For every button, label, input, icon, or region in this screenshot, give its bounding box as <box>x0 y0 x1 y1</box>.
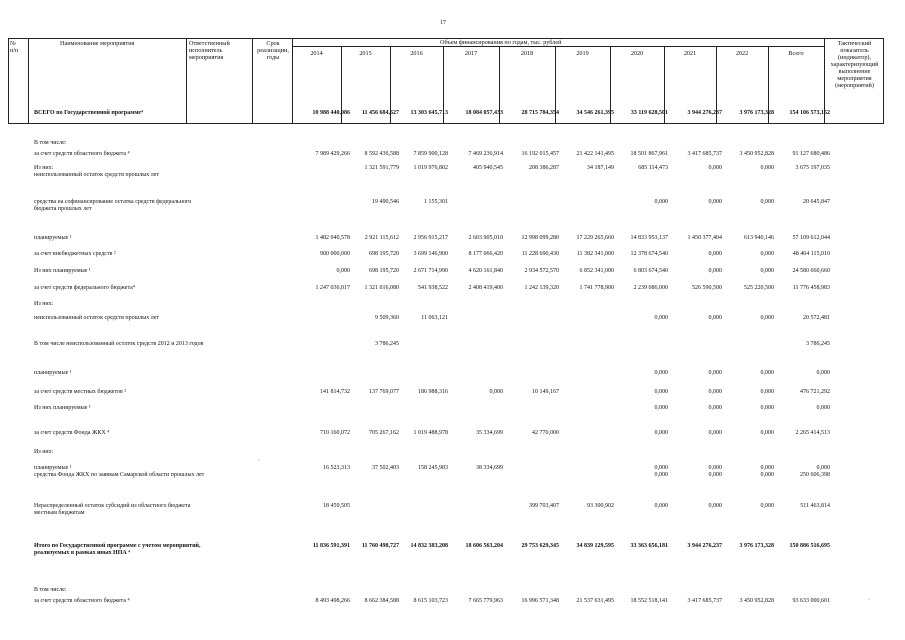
row-label: ВСЕГО по Государственной программе⁴ <box>34 110 143 116</box>
row-value: 0,000 <box>760 315 774 321</box>
row-value: 0,000 <box>760 430 774 436</box>
row-value: 16 996 571,348 <box>521 598 559 604</box>
row-value: 1 482 040,578 <box>315 235 350 241</box>
row-value: 3 417 685,737 <box>687 151 722 157</box>
row-value: 0,000 <box>708 315 722 321</box>
row-value: 1 242 139,320 <box>524 285 559 291</box>
row-value: 8 177 066,420 <box>468 251 503 257</box>
row-value: 0,000 <box>816 370 830 376</box>
row-label: В том числе: <box>34 140 67 146</box>
row-value: 0,000 <box>760 199 774 205</box>
row-value: 11 760 498,727 <box>361 543 399 549</box>
row-value: 18 501 867,961 <box>630 151 668 157</box>
row-value: 0,000 <box>760 405 774 411</box>
row-value: 158 245,983 <box>418 465 448 471</box>
row-value: 93 633 000,601 <box>792 598 830 604</box>
row-label: Итого по Государственной программе с учетом мероприятий, реализуемых в рамках иных НПА ⁴ <box>34 543 201 556</box>
row-value: 34 187,149 <box>587 165 614 171</box>
row-label: В том числе неиспользованный остаток средств 2012 и 2013 годов <box>34 341 204 347</box>
row-label: Из них: неиспользованный остаток средств прошлых лет <box>34 165 160 178</box>
row-value: 2 603 905,010 <box>468 235 503 241</box>
row-value: 1 019 976,802 <box>413 165 448 171</box>
row-label: за счет средств Фонда ЖКХ ⁴ <box>34 430 110 436</box>
row-value: 399 703,407 <box>529 503 559 509</box>
row-value: 0,000 <box>708 251 722 257</box>
row-value: 526 590,500 <box>692 285 722 291</box>
page-number: 17 <box>440 20 446 26</box>
row-value: 3 944 276,237 <box>687 110 722 116</box>
row-value: 0,000 <box>654 405 668 411</box>
row-value: 37 502,403 <box>372 465 399 471</box>
row-value: 3 944 276,237 <box>687 543 722 549</box>
row-value: 12 378 674,540 <box>630 251 668 257</box>
row-value: 16 523,313 <box>323 465 350 471</box>
row-value: 0,000 <box>708 503 722 509</box>
row-value: 12 998 099,280 <box>521 235 559 241</box>
row-value: 1 247 036,017 <box>315 285 350 291</box>
header-year: 2020 <box>630 50 644 57</box>
row-value: 18 084 057,433 <box>465 110 503 116</box>
row-value: 0,000 <box>654 389 668 395</box>
row-value: 16 192 015,457 <box>521 151 559 157</box>
row-value: 0,000 0,000 <box>708 465 722 478</box>
row-value: 0,000 <box>708 268 722 274</box>
row-value: 3 675 197,035 <box>795 165 830 171</box>
row-value: 11 776 458,983 <box>792 285 830 291</box>
row-value: 0,000 <box>760 251 774 257</box>
row-value: 1 450 377,404 <box>687 235 722 241</box>
row-value: 35 334,699 <box>476 430 503 436</box>
row-value: 8 662 384,588 <box>364 598 399 604</box>
row-value: 18 552 518,141 <box>630 598 668 604</box>
row-value: 3 699 146,900 <box>413 251 448 257</box>
table-row <box>34 503 834 523</box>
row-label: В том числе: <box>34 587 67 593</box>
row-label: планируемые ¹ <box>34 370 72 376</box>
row-label: средства на софинансирование остатка средств федерального бюджета прошлых лет <box>34 199 192 212</box>
row-value: 11 382 341,000 <box>576 251 614 257</box>
row-value: 34 839 129,595 <box>576 543 614 549</box>
row-value: 21 422 141,495 <box>576 151 614 157</box>
row-value: 900 000,000 <box>320 251 350 257</box>
row-label: Из них планируемые ¹ <box>34 268 91 274</box>
row-value: 3 450 952,828 <box>739 598 774 604</box>
row-value: 0,000 <box>654 370 668 376</box>
header-number: № п/п <box>10 40 19 54</box>
header-indicator: Тактический показатель (индикатор), характеризующий выполнение мероприятия (мероприятий) <box>830 40 879 89</box>
row-value: 14 833 953,137 <box>630 235 668 241</box>
table-row <box>34 251 834 258</box>
table-row <box>34 315 834 335</box>
row-label: за счет средств областного бюджета ⁴ <box>34 598 130 604</box>
header-year: 2015 <box>359 50 372 57</box>
row-value: 18 606 563,204 <box>465 543 503 549</box>
header-responsible: Ответственный исполнитель мероприятия <box>189 40 230 61</box>
table-row <box>34 199 834 219</box>
row-value: 1 741 778,900 <box>579 285 614 291</box>
header-year: 2022 <box>735 50 749 57</box>
row-value: 91 127 680,486 <box>792 151 830 157</box>
row-value: 2 671 714,990 <box>413 268 448 274</box>
row-value: 28 715 784,354 <box>521 110 559 116</box>
row-value: 2 265 414,513 <box>795 430 830 436</box>
row-value: 42 770,000 <box>532 430 559 436</box>
row-value: 18 459,505 <box>323 503 350 509</box>
row-value: 0,000 <box>654 199 668 205</box>
row-value: 154 106 573,152 <box>789 110 830 116</box>
table-row <box>34 268 834 275</box>
table-row <box>34 543 834 573</box>
row-value: 11 228 690,430 <box>521 251 559 257</box>
row-value: 7 469 236,914 <box>468 151 503 157</box>
row-value: 8 592 436,588 <box>364 151 399 157</box>
row-value: 48 464 115,010 <box>792 251 830 257</box>
row-value: 511 463,814 <box>800 503 830 509</box>
row-value: 1 019 488,978 <box>413 430 448 436</box>
table-row <box>34 285 834 292</box>
row-label: за счет средств федерального бюджета⁴ <box>34 285 135 291</box>
row-value: 38 334,699 <box>476 465 503 471</box>
row-value: 3 976 173,328 <box>739 110 774 116</box>
row-label: неиспользованный остаток средств прошлых лет <box>34 315 160 321</box>
row-value: 685 114,473 <box>638 165 668 171</box>
row-value: 476 721,292 <box>800 389 830 395</box>
row-value: 0,000 0,000 <box>760 465 774 478</box>
row-value: 0,000 <box>489 389 503 395</box>
row-value: 705 267,162 <box>369 430 399 436</box>
row-label: планируемые ¹ средства Фонда ЖКХ по заявкам Самарской области прошлых лет <box>34 465 205 478</box>
row-value: 0,000 <box>336 268 350 274</box>
row-value: 20 572,481 <box>803 315 830 321</box>
table-row <box>34 587 834 594</box>
row-value: 698 195,720 <box>369 268 399 274</box>
row-value: 1 321 591,779 <box>364 165 399 171</box>
row-value: 3 417 685,737 <box>687 598 722 604</box>
row-value: 0,000 <box>654 315 668 321</box>
header-year: 2017 <box>464 50 478 57</box>
row-value: 2 921 115,612 <box>364 235 399 241</box>
row-value: 4 620 161,840 <box>468 268 503 274</box>
row-value: 11 456 684,627 <box>361 110 399 116</box>
row-value: 3 976 173,328 <box>739 543 774 549</box>
row-value: 0,000 <box>760 503 774 509</box>
scan-mark: · <box>258 458 260 464</box>
row-label: Нераспределенный остаток субсидий из областного бюджета местным бюджетам <box>34 503 191 516</box>
table-row <box>34 341 834 361</box>
row-value: 8 493 498,266 <box>315 598 350 604</box>
row-value: 0,000 <box>654 430 668 436</box>
row-value: 19 490,546 <box>372 199 399 205</box>
row-value: 0,000 250 606,398 <box>800 465 830 478</box>
row-value: 93 300,902 <box>587 503 614 509</box>
row-label: Из них планируемые ¹ <box>34 405 91 411</box>
row-label: за счет средств областного бюджета ⁴ <box>34 151 130 157</box>
row-value: 541 938,522 <box>418 285 448 291</box>
row-label: планируемые ¹ <box>34 235 72 241</box>
row-label: за счет внебюджетных средств ² <box>34 251 116 257</box>
table-row <box>34 140 834 147</box>
row-value: 1 321 016,080 <box>364 285 399 291</box>
table-row <box>34 430 834 437</box>
scan-mark: · <box>868 597 870 603</box>
row-value: 0,000 <box>708 430 722 436</box>
row-label: Из них: <box>34 449 54 455</box>
row-value: 698 195,720 <box>369 251 399 257</box>
row-value: 0,000 <box>708 199 722 205</box>
header-term: Срок реализации, годы <box>257 40 289 61</box>
row-value: 17 229 265,660 <box>576 235 614 241</box>
table-row <box>34 301 834 308</box>
row-value: 57 109 612,044 <box>792 235 830 241</box>
row-value: 137 769,077 <box>369 389 399 395</box>
row-label: за счет средств местных бюджетов ² <box>34 389 127 395</box>
row-value: 3 450 952,828 <box>739 151 774 157</box>
row-value: 0,000 <box>708 405 722 411</box>
row-value: 11 836 591,391 <box>312 543 350 549</box>
table-row <box>34 110 834 126</box>
row-value: 34 546 261,395 <box>576 110 614 116</box>
row-value: 7 989 429,266 <box>315 151 350 157</box>
row-value: 10 149,167 <box>532 389 559 395</box>
row-value: 6 803 674,540 <box>633 268 668 274</box>
row-label: Из них: <box>34 301 54 307</box>
row-value: 710 160,072 <box>320 430 350 436</box>
row-value: 33 119 628,501 <box>630 110 668 116</box>
row-value: 0,000 <box>760 389 774 395</box>
row-value: 0,000 <box>760 370 774 376</box>
row-value: 24 580 660,660 <box>792 268 830 274</box>
header-name: Наименование мероприятия <box>60 40 135 47</box>
row-value: 186 988,316 <box>418 389 448 395</box>
row-value: 2 408 419,400 <box>468 285 503 291</box>
header-year: 2018 <box>520 50 534 57</box>
row-value: 2 934 572,570 <box>524 268 559 274</box>
row-value: 613 940,146 <box>744 235 774 241</box>
table-row <box>34 165 834 185</box>
row-value: 7 665 779,963 <box>468 598 503 604</box>
row-value: 0,000 <box>708 370 722 376</box>
row-value: 7 859 900,128 <box>413 151 448 157</box>
row-value: 405 940,545 <box>473 165 503 171</box>
row-value: 0,000 <box>654 503 668 509</box>
row-value: 10 988 440,086 <box>312 110 350 116</box>
row-value: 21 537 631,495 <box>576 598 614 604</box>
header-year: 2021 <box>683 50 697 57</box>
table-row <box>34 370 834 377</box>
table-row <box>34 235 834 242</box>
row-value: 0,000 <box>708 165 722 171</box>
row-value: 2 956 915,217 <box>413 235 448 241</box>
row-value: 11 063,121 <box>421 315 448 321</box>
table-row <box>34 598 834 605</box>
row-value: 0,000 <box>760 165 774 171</box>
table-row <box>34 449 834 456</box>
row-value: 208 386,287 <box>529 165 559 171</box>
row-value: 525 220,500 <box>744 285 774 291</box>
row-value: 0,000 <box>760 268 774 274</box>
row-value: 29 753 629,345 <box>521 543 559 549</box>
row-value: 9 509,360 <box>375 315 399 321</box>
row-value: 150 886 516,695 <box>789 543 830 549</box>
table-row <box>34 151 834 158</box>
table-row <box>34 465 834 489</box>
row-value: 0,000 <box>708 389 722 395</box>
row-value: 8 615 103,723 <box>413 598 448 604</box>
row-value: 3 786,245 <box>806 341 830 347</box>
row-value: 13 303 645,713 <box>410 110 448 116</box>
table-row <box>34 405 834 412</box>
row-value: 141 814,732 <box>320 389 350 395</box>
row-value: 6 852 341,000 <box>579 268 614 274</box>
row-value: 0,000 <box>816 405 830 411</box>
header-funding: Объем финансирования по годам, тыс. рублей <box>440 39 562 46</box>
header-year: 2019 <box>576 50 589 57</box>
table-row <box>34 389 834 396</box>
row-value: 0,000 0,000 <box>654 465 668 478</box>
row-value: 14 832 383,208 <box>410 543 448 549</box>
row-value: 33 363 656,181 <box>630 543 668 549</box>
row-value: 20 645,847 <box>803 199 830 205</box>
row-value: 1 155,301 <box>424 199 448 205</box>
header-year: 2014 <box>310 50 323 57</box>
header-year: Всего <box>788 50 804 57</box>
row-value: 2 239 086,000 <box>633 285 668 291</box>
header-year: 2016 <box>410 50 423 57</box>
row-value: 3 786,245 <box>375 341 399 347</box>
